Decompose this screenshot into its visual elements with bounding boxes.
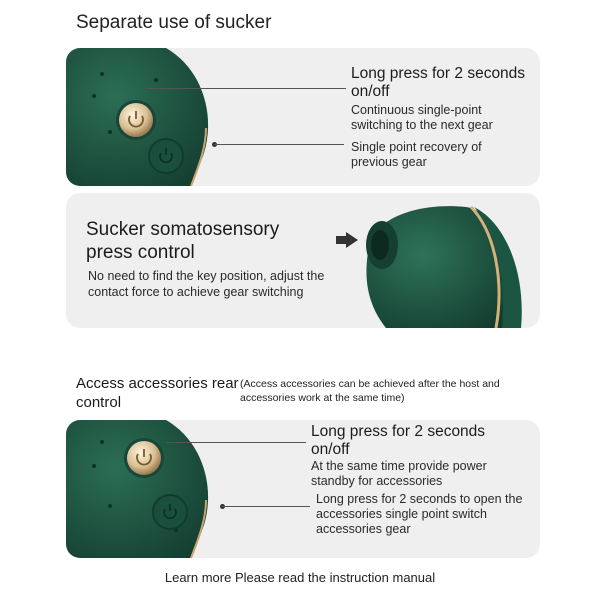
leader-line-3 [166, 442, 306, 443]
card-separate-use [66, 48, 540, 186]
section2-description: No need to find the key position, adjust the contact force to achieve gear switching [88, 269, 325, 299]
section1-title: Separate use of sucker [76, 12, 272, 33]
device-side-image [66, 193, 540, 328]
footer-text: Learn more Please read the instruction manual [164, 570, 436, 585]
callout-sub-1: Continuous single-point switching to the next gear [351, 103, 493, 132]
callout-sub-3: At the same time provide power standby for accessories [311, 459, 487, 488]
card-accessories [66, 420, 540, 558]
leader-line-2 [214, 144, 344, 145]
card-somatosensory [66, 193, 540, 328]
section3-note: (Access accessories can be achieved after the host and accessories work at the same time) [240, 378, 500, 404]
leader-line-1 [146, 88, 346, 89]
callout-main-1: Long press for 2 seconds on/off [351, 65, 526, 100]
section2-title: Sucker somatosensory press control [86, 219, 280, 263]
callout-sub-2: Single point recovery of previous gear [351, 140, 482, 169]
section3-title: Access accessories rear control [76, 375, 239, 411]
callout-sub-4: Long press for 2 seconds to open the accessories single point switch accessories gear [316, 492, 523, 536]
callout-main-3: Long press for 2 seconds on/off [311, 423, 486, 458]
leader-line-4 [222, 506, 310, 507]
device-top-image-2 [66, 420, 216, 558]
device-top-image [66, 48, 216, 186]
